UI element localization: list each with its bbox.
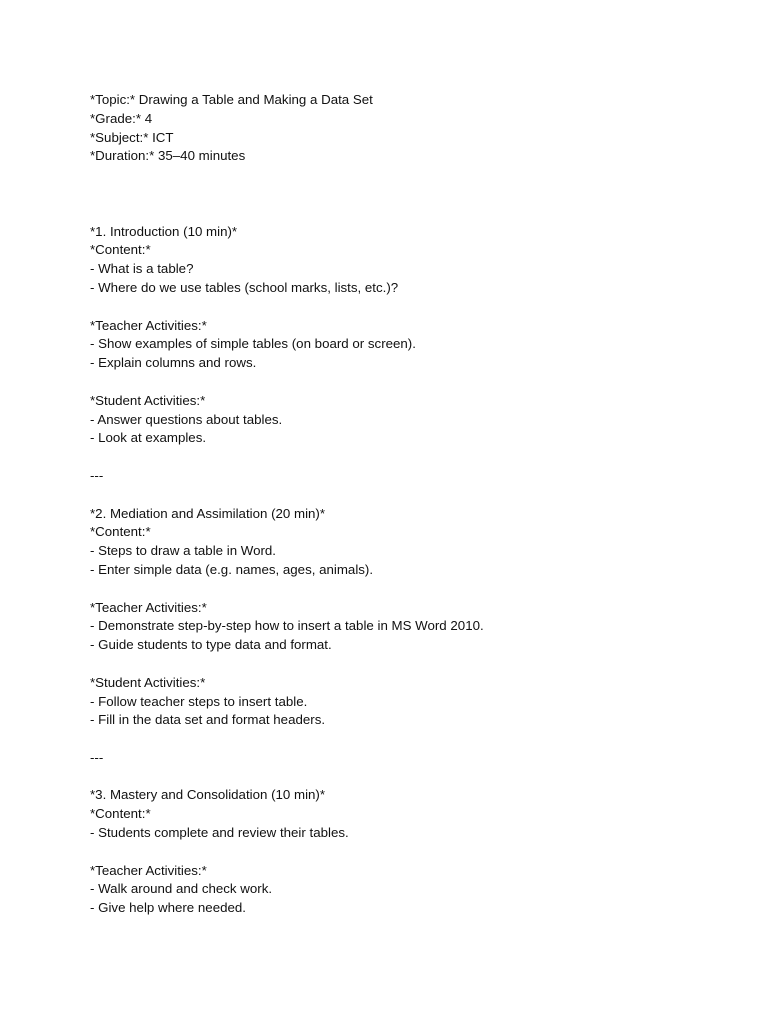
document-page (90, 91, 730, 918)
list-item: - Guide students to type data and format. (90, 637, 332, 653)
teacher-activities-heading: *Teacher Activities:* (90, 599, 207, 615)
list-item: - Look at examples. (90, 430, 207, 446)
section-title: *3. Mastery and Consolidation (10 min)* (90, 787, 326, 803)
content-heading: *Content:* (90, 806, 151, 822)
content-heading: *Content:* (90, 524, 151, 540)
section-mediation (90, 505, 730, 731)
section-mastery (90, 786, 730, 918)
section-title: *2. Mediation and Assimilation (20 min)* (90, 505, 326, 521)
list-item: - Show examples of simple tables (on board or screen). (90, 336, 416, 352)
section-separator: --- (90, 467, 104, 483)
list-item: - Explain columns and rows. (90, 355, 257, 371)
list-item: - Enter simple data (e.g. names, ages, animals). (90, 561, 374, 577)
content-heading: *Content:* (90, 242, 151, 258)
student-activities-heading: *Student Activities:* (90, 674, 206, 690)
duration-line: *Duration:* 35–40 minutes (90, 148, 246, 164)
section-title: *1. Introduction (10 min)* (90, 223, 238, 239)
section-introduction (90, 223, 730, 449)
list-item: - Give help where needed. (90, 900, 246, 916)
topic-line: *Topic:* Drawing a Table and Making a Data Set (90, 92, 373, 107)
list-item: - Fill in the data set and format headers. (90, 712, 326, 728)
grade-line: *Grade:* 4 (90, 110, 153, 126)
list-item: - Where do we use tables (school marks, lists, etc.)? (90, 279, 399, 295)
list-item: - What is a table? (90, 261, 194, 277)
lesson-header (90, 91, 730, 166)
list-item: - Demonstrate step-by-step how to insert a table in MS Word 2010. (90, 618, 484, 634)
student-activities-heading: *Student Activities:* (90, 392, 206, 408)
list-item: - Walk around and check work. (90, 881, 273, 897)
list-item: - Follow teacher steps to insert table. (90, 693, 308, 709)
teacher-activities-heading: *Teacher Activities:* (90, 862, 207, 878)
teacher-activities-heading: *Teacher Activities:* (90, 317, 207, 333)
list-item: - Steps to draw a table in Word. (90, 543, 277, 559)
list-item: - Students complete and review their tables. (90, 825, 349, 841)
list-item: - Answer questions about tables. (90, 411, 283, 427)
subject-line: *Subject:* ICT (90, 129, 174, 145)
section-separator: --- (90, 749, 104, 765)
